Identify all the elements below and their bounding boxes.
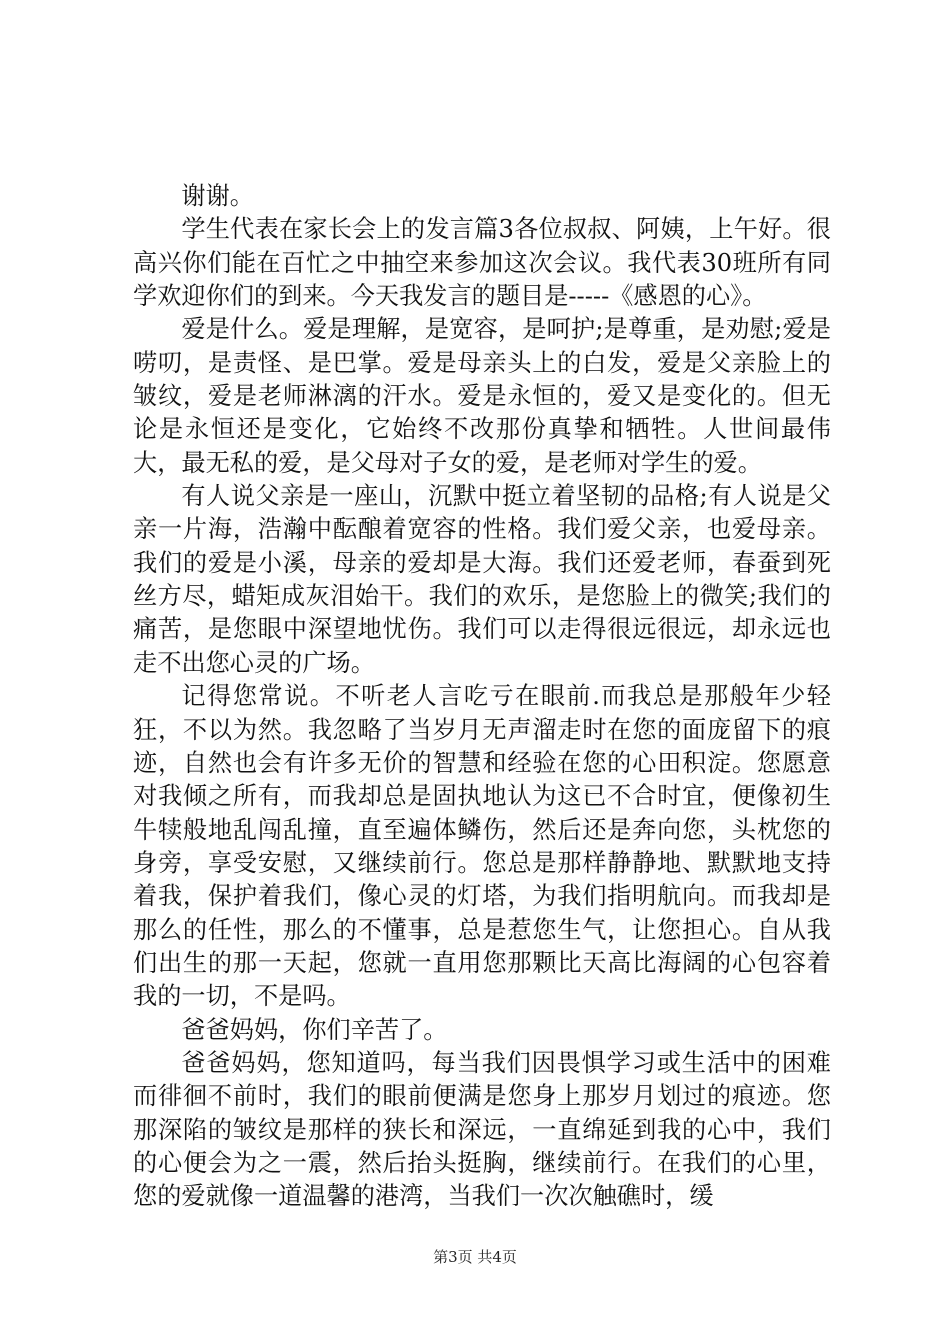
paragraph: 爸爸妈妈，您知道吗，每当我们因畏惧学习或生活中的困难而徘徊不前时，我们的眼前便满是您身上那岁月划过的痕迹。您那深陷的皱纹是那样的狭长和深远，一直绵延到我的心中，我们的心便会为之一震，然后抬头挺胸，继续前行。在我们的心里，您的爱就像一道温馨的港湾，当我们一次次触礁时，缓 — [133, 1048, 831, 1211]
paragraph: 谢谢。 — [181, 182, 254, 210]
paragraph: 有人说父亲是一座山，沉默中挺立着坚韧的品格;有人说是父亲一片海，浩瀚中酝酿着宽容的性格。我们爱父亲，也爱母亲。我们的爱是小溪，母亲的爱却是大海。我们还爱老师，春蚕到死丝方尽，蜡矩成灰泪始干。我们的欢乐，是您脸上的微笑;我们的痛苦，是您眼中深望地忧伤。我们可以走得很远很远，却永远也走不出您心灵的广场。 — [133, 482, 831, 677]
paragraph: 爸爸妈妈，你们辛苦了。 — [181, 1015, 448, 1044]
paragraph: 记得您常说。不听老人言吃亏在眼前.而我总是那般年少轻狂，不以为然。我忽略了当岁月无声溜走时在您的面庞留下的痕迹，自然也会有许多无价的智慧和经验在您的心田积淀。您愿意对我倾之所有，而我却总是固执地认为这已不合时宜，便像初生牛犊般地乱闯乱撞，直至遍体鳞伤，然后还是奔向您，头枕您的身旁，享受安慰，又继续前行。您总是那样静静地、默默地支持着我，保护着我们，像心灵的灯塔，为我们指明航向。而我却是那么的任性，那么的不懂事，总是惹您生气，让您担心。自从我们出生的那一天起，您就一直用您那颗比天高比海阔的心包容着我的一切，不是吗。 — [133, 682, 831, 1011]
document-body — [133, 180, 831, 1214]
paragraph: 爱是什么。爱是理解，是宽容，是呵护;是尊重，是劝慰;爱是唠叨，是责怪、是巴掌。爱是母亲头上的白发，爱是父亲脸上的皱纹，爱是老师淋漓的汗水。爱是永恒的，爱又是变化的。但无论是永恒还是变化，它始终不改那份真挚和牺牲。人世间最伟大，最无私的爱，是父母对子女的爱，是老师对学生的爱。 — [133, 315, 831, 477]
paragraph: 学生代表在家长会上的发言篇3各位叔叔、阿姨，上午好。很高兴你们能在百忙之中抽空来参加这次会议。我代表30班所有同学欢迎你们的到来。今天我发言的题目是-----《感恩的心》。 — [133, 215, 831, 311]
page-number-footer: 第3页 共4页 — [433, 1248, 517, 1266]
